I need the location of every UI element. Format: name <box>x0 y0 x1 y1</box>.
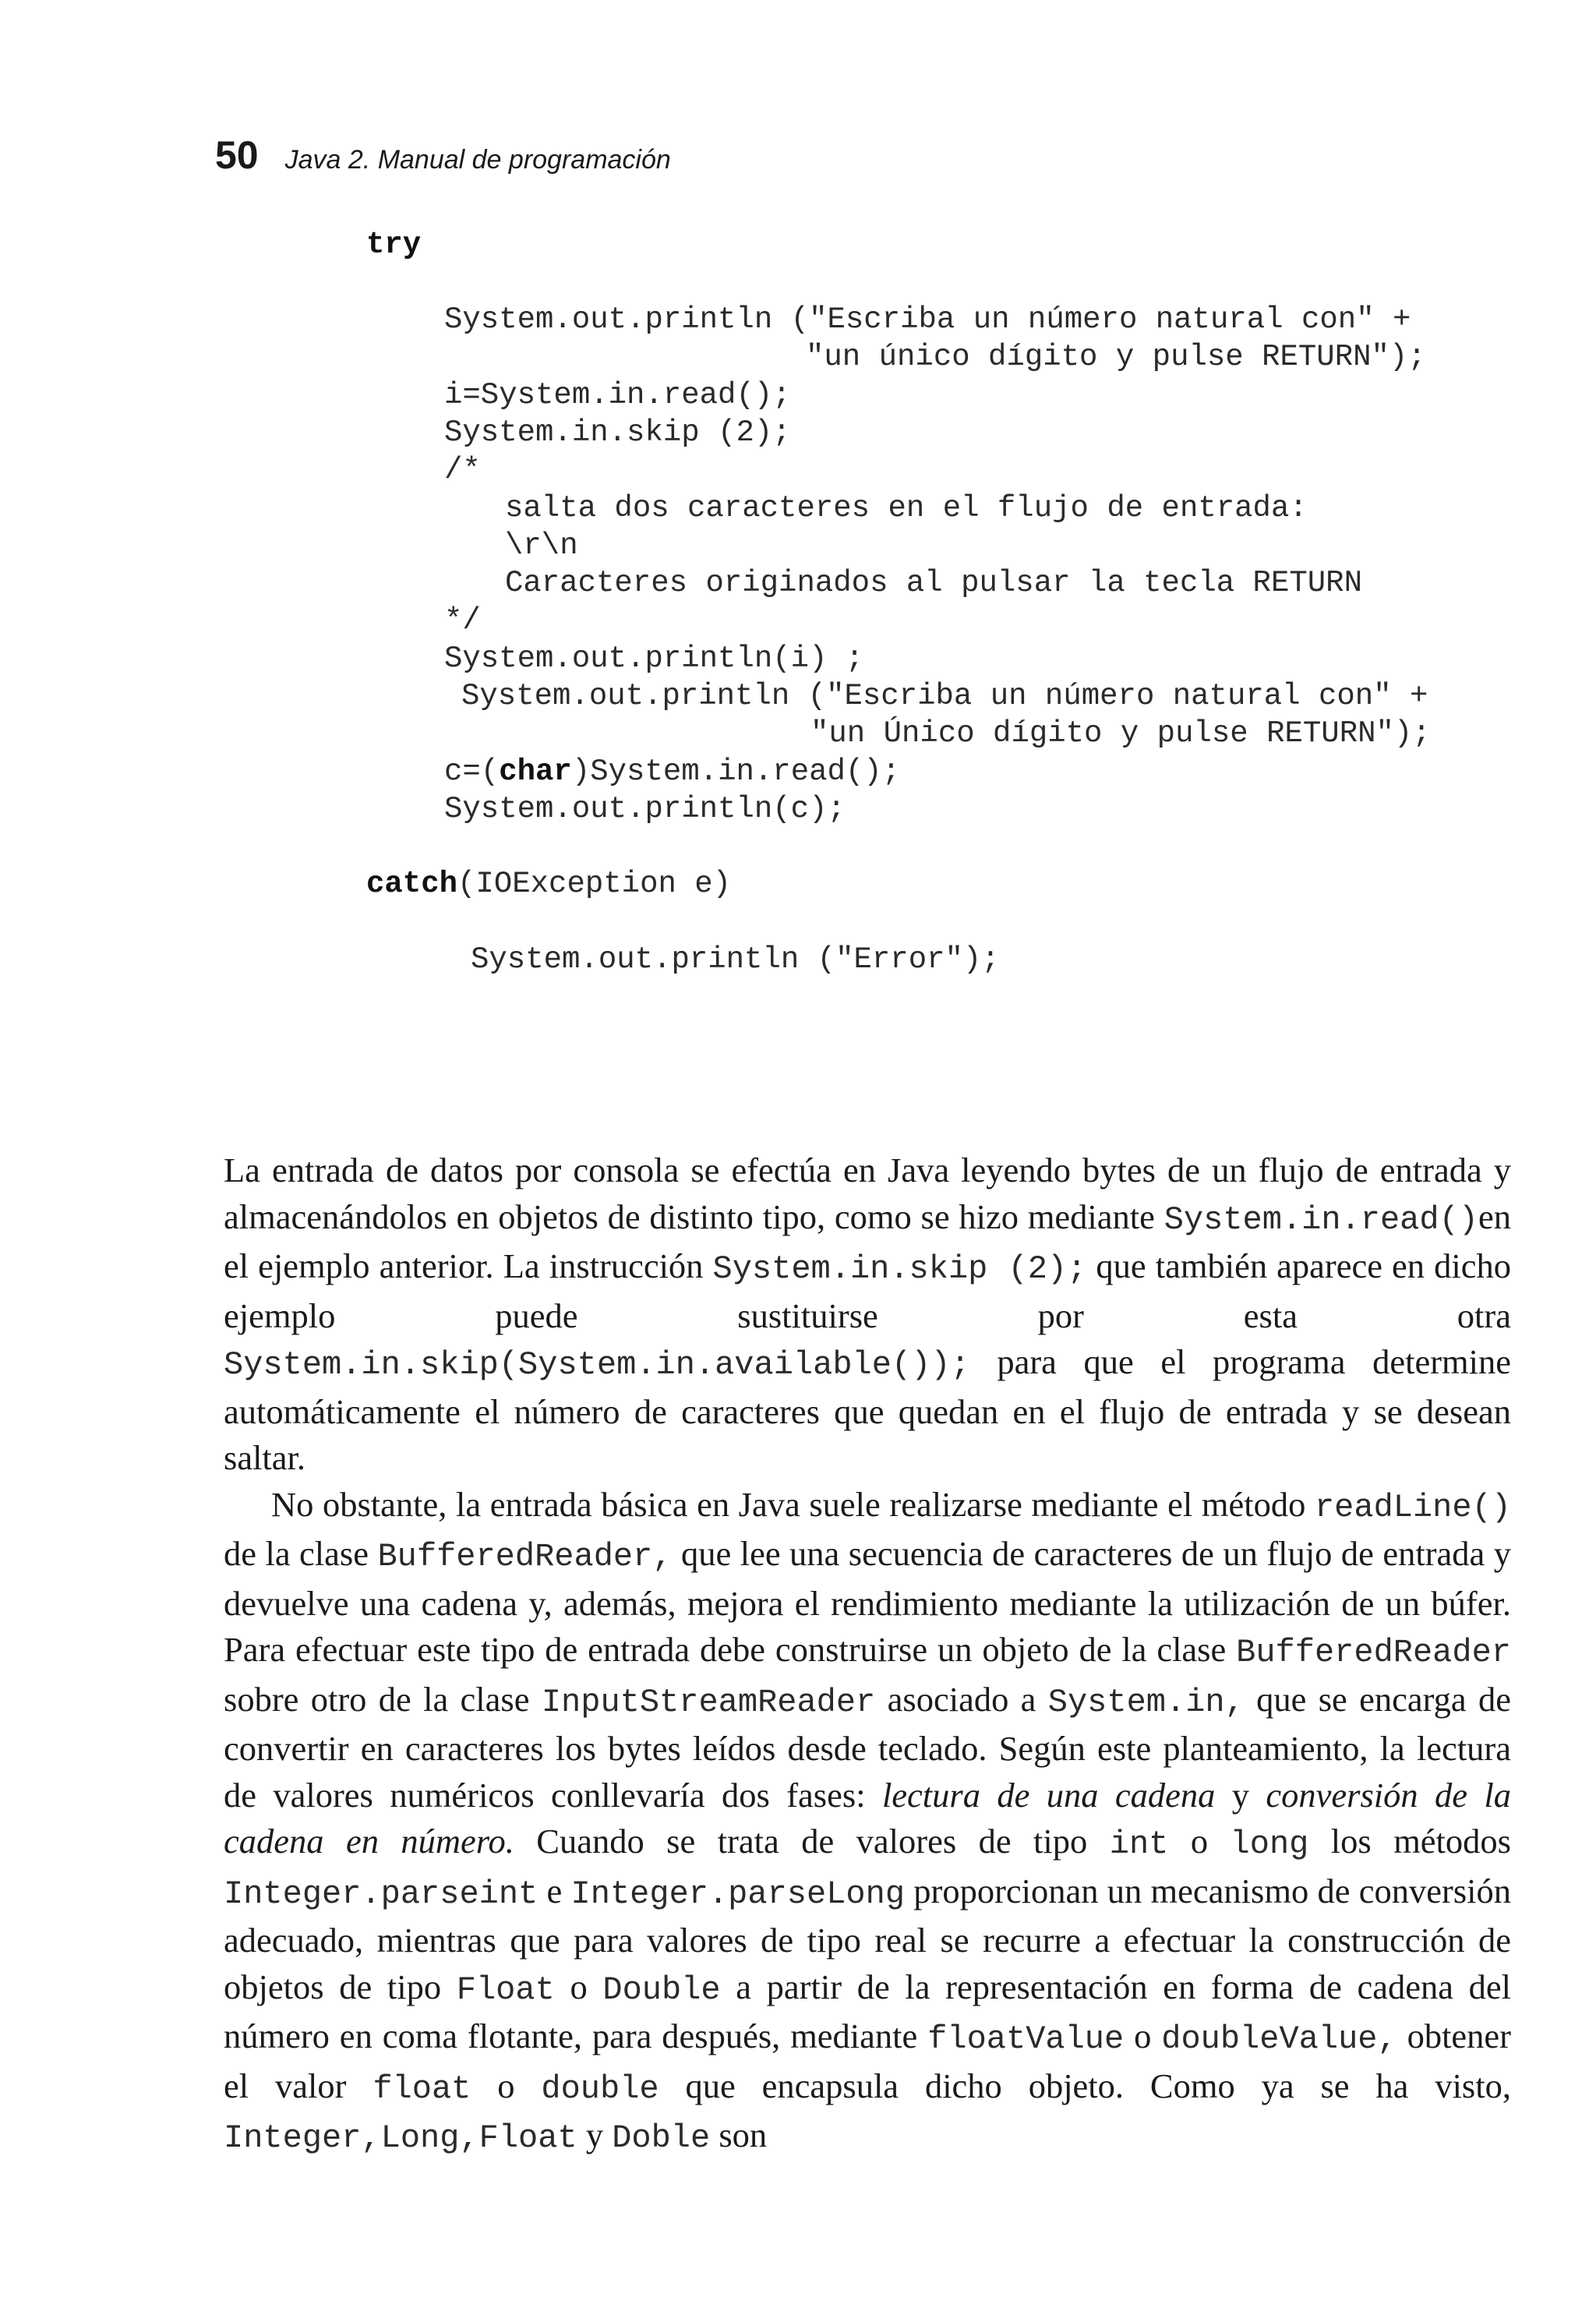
text-run: o <box>471 2066 542 2105</box>
inline-code: Integer.parseint <box>224 1875 538 1913</box>
code-line: System.out.println ("Escriba un número natural con" + <box>444 302 1411 337</box>
running-title: Java 2. Manual de programación <box>284 145 671 175</box>
text-run: obtener el valor <box>224 2016 1512 2105</box>
code-segment: (IOException e) <box>457 867 732 901</box>
body-text <box>224 1147 1511 2162</box>
text-run: de la clase <box>224 1534 378 1573</box>
code-line: System.out.println ("Escriba un número natural con" + <box>461 679 1428 713</box>
text-run: que encapsula dicho objeto. Como ya se ha visto, <box>659 2066 1511 2105</box>
inline-code: Float <box>456 1971 555 2009</box>
code-segment: c=( <box>444 755 500 789</box>
inline-code: System.in, <box>1047 1683 1245 1721</box>
inline-code: Doble <box>612 2119 711 2157</box>
code-comment-text: salta dos caracteres en el flujo de entrada: <box>505 491 1308 525</box>
inline-code: BufferedReader, <box>377 1538 673 1575</box>
paragraph-2 <box>224 1482 1511 2162</box>
char-keyword: char <box>499 755 572 789</box>
text-run: y <box>1215 1775 1266 1815</box>
text-run: que lee una secuencia de caracteres de un flujo de entrada y devuelve una cadena y, además, mejora el rendimiento mediante la utilización de un búfer. Para efectuar este tipo de entrada debe construirse un objeto de la clase <box>224 1534 1511 1669</box>
inline-code: int <box>1109 1826 1169 1863</box>
inline-code: double <box>541 2069 659 2108</box>
code-comment-text: Caracteres originados al pulsar la tecla RETURN <box>505 566 1362 600</box>
inline-code: Integer,Long,Float <box>224 2119 577 2157</box>
text-run: La entrada de datos por consola se efectúa en Java leyendo bytes de un flujo de entrada y almacenándolos en objetos de distinto tipo, como se hizo mediante <box>224 1150 1511 1236</box>
italic-text: conversión de la cadena en número. <box>224 1775 1512 1861</box>
inline-code: float <box>373 2069 471 2108</box>
inline-code: System.in.read() <box>1163 1200 1478 1239</box>
text-run: o <box>554 1967 603 2006</box>
page-number: 50 <box>215 133 259 177</box>
text-run: los métodos <box>1308 1822 1511 1861</box>
code-line: System.out.println(i) ; <box>444 642 864 676</box>
inline-code: readLine() <box>1314 1488 1511 1526</box>
text-run: proporcionan un mecanismo de conversión adecuado, mientras que para valores de tipo real se recurre a efectuar la construcción de objetos de tipo <box>224 1871 1511 2006</box>
page-header <box>215 133 671 187</box>
text-run: No obstante, la entrada básica en Java suele realizarse mediante el método <box>271 1484 1315 1524</box>
inline-code: BufferedReader <box>1236 1634 1511 1671</box>
code-comment-open: /* <box>444 453 481 487</box>
text-run: son <box>710 2115 768 2154</box>
catch-keyword: catch <box>366 867 458 901</box>
text-run: a partir de la representación en forma de cadena del número en coma flotante, para después, mediante <box>224 1967 1512 2055</box>
text-run: y <box>577 2115 613 2154</box>
try-keyword: try <box>366 228 422 262</box>
text-run: o <box>1124 2016 1162 2055</box>
code-line: i=System.in.read(); <box>444 378 791 412</box>
inline-code: floatValue <box>927 2020 1125 2058</box>
inline-code: Double <box>602 1971 721 2009</box>
code-comment-text: \r\n <box>505 528 578 563</box>
inline-code: long <box>1230 1826 1309 1863</box>
paragraph-1 <box>224 1147 1511 1482</box>
text-run: sobre otro de la clase <box>224 1679 542 1719</box>
code-line: System.out.println(c); <box>444 792 846 826</box>
text-run: asociado a <box>875 1679 1048 1719</box>
inline-code: InputStreamReader <box>541 1683 876 1721</box>
code-line: "un único dígito y pulse RETURN"); <box>806 340 1426 374</box>
text-run: Cuando se trata de valores de tipo <box>514 1822 1110 1861</box>
code-line: System.in.skip (2); <box>444 415 791 450</box>
code-comment-close: */ <box>444 603 481 638</box>
code-segment: )System.in.read(); <box>571 755 901 789</box>
text-run: o <box>1168 1822 1231 1861</box>
catch-line <box>366 865 731 903</box>
text-run: e <box>538 1871 571 1910</box>
inline-code: System.in.skip(System.in.available()); <box>224 1346 970 1384</box>
inline-code: doubleValue, <box>1161 2020 1397 2058</box>
code-line: "un Único dígito y pulse RETURN"); <box>810 716 1431 751</box>
text-run: que también aparece en dicho ejemplo puede sustituirse por esta otra <box>224 1246 1511 1335</box>
inline-code: Integer.parseLong <box>570 1875 906 1913</box>
code-line <box>444 753 900 790</box>
code-line: System.out.println ("Error"); <box>471 942 1000 977</box>
text-run: para que el programa determine automáticamente el número de caracteres que quedan en el flujo de entrada y se desean saltar. <box>224 1342 1511 1477</box>
text-run: que se encarga de convertir en caracteres los bytes leídos desde teclado. Según este planteamiento, la lectura de valores numéricos conllevaría dos fases: <box>224 1679 1512 1815</box>
text-run: en el ejemplo anterior. La instrucción <box>224 1196 1511 1285</box>
italic-text: lectura de una cadena <box>881 1775 1216 1815</box>
inline-code: System.in.skip (2); <box>712 1250 1087 1288</box>
